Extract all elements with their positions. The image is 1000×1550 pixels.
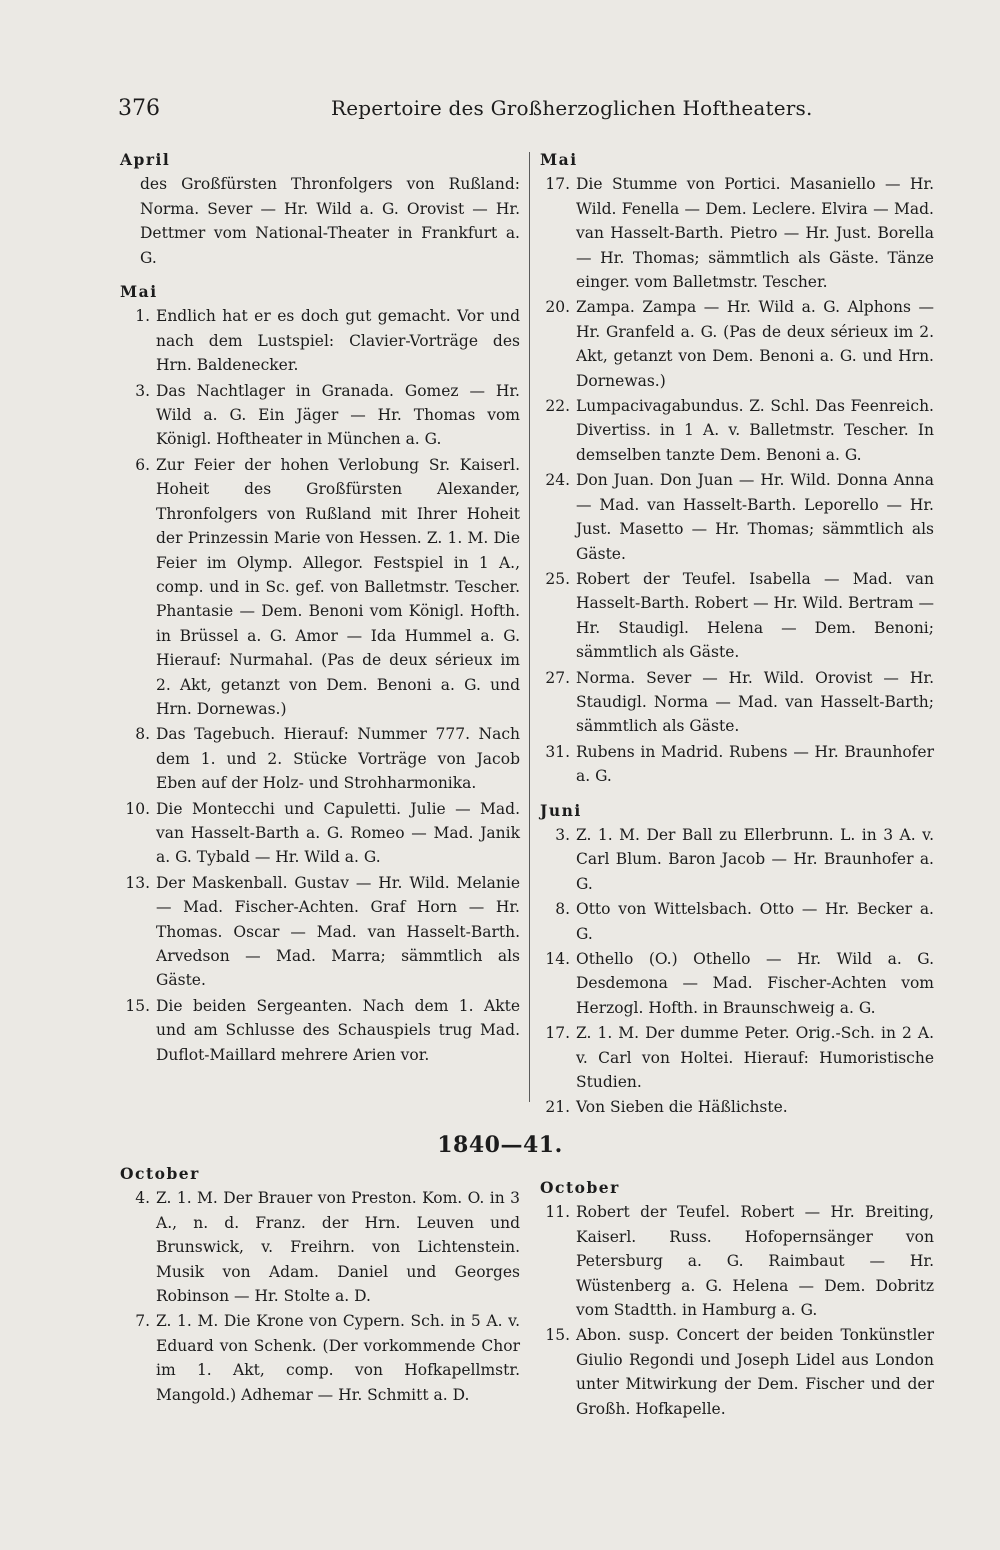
entry-text: Othello (O.) Othello — Hr. Wild a. G. Desdemona — Mad. Fischer-Achten vom Herzogl. Hofth. in Braunschweig a. G. <box>576 950 934 1017</box>
entry-day: 14. <box>545 950 570 968</box>
repertoire-entry <box>540 740 934 789</box>
entry-continuation: des Großfürsten Thronfolgers von Rußland: Norma. Sever — Hr. Wild a. G. Orovist — Hr. Dettmer vom National-Theater in Frankfurt a. G. <box>140 175 520 267</box>
entry-text: Das Nachtlager in Granada. Gomez — Hr. Wild a. G. Ein Jäger — Hr. Thomas vom Königl. Hoftheater in München a. G. <box>156 381 520 449</box>
page-header <box>118 96 928 126</box>
month-heading: October <box>540 1178 620 1197</box>
repertoire-entry <box>540 1200 934 1322</box>
entry-day: 22. <box>545 397 570 416</box>
repertoire-entry <box>540 823 934 896</box>
entry-text: Zampa. Zampa — Hr. Wild a. G. Alphons — Hr. Granfeld a. G. (Pas de deux sérieux im 2. Akt, getanzt von Dem. Benoni a. G. und Hrn. Dornewas.) <box>576 298 934 390</box>
entry-text: Rubens in Madrid. Rubens — Hr. Braunhofer a. G. <box>576 742 934 786</box>
column-divider <box>529 152 530 1102</box>
entry-day: 8. <box>555 900 570 919</box>
entry-day: 3. <box>135 381 150 400</box>
entry-day: 1. <box>135 307 150 326</box>
right-column-1840 <box>540 1176 934 1422</box>
entry-text: Z. 1. M. Der dumme Peter. Orig.-Sch. in 2 A. v. Carl von Holtei. Hierauf: Humoristische Studien. <box>576 1024 934 1092</box>
repertoire-entry <box>120 453 520 721</box>
entry-day: 17. <box>545 1024 570 1043</box>
repertoire-entry <box>120 1186 520 1308</box>
repertoire-entry <box>540 468 934 566</box>
repertoire-entry <box>540 394 934 467</box>
left-column-1840 <box>120 1162 520 1408</box>
entry-text: Z. 1. M. Die Krone von Cypern. Sch. in 5 A. v. Eduard von Schenk. (Der vorkommende Chor im 1. Akt, comp. von Hofkapellmstr. Mangold.) Adhemar — Hr. Schmitt a. D. <box>156 1312 520 1404</box>
entry-text: Endlich hat er es doch gut gemacht. Vor und nach dem Lustspiel: Clavier-Vorträge des Hrn. Baldenecker. <box>156 307 520 375</box>
entry-day: 17. <box>545 175 570 194</box>
repertoire-entry <box>540 666 934 739</box>
entry-day: 11. <box>545 1203 570 1222</box>
entry-day: 4. <box>135 1189 150 1208</box>
entry-text: Norma. Sever — Hr. Wild. Orovist — Hr. Staudigl. Norma — Mad. van Hasselt-Barth; sämmtlich als Gäste. <box>576 668 934 736</box>
entry-text: Das Tagebuch. Hierauf: Nummer 777. Nach dem 1. und 2. Stücke Vorträge von Jacob Eben auf der Holz- und Strohharmonika. <box>156 725 520 793</box>
repertoire-entry <box>540 1323 934 1421</box>
entry-text: Don Juan. Don Juan — Hr. Wild. Donna Anna — Mad. van Hasselt-Barth. Leporello — Hr. Just. Masetto — Hr. Thomas; sämmtlich als Gäste. <box>576 471 934 563</box>
repertoire-entry <box>120 304 520 377</box>
entry-day: 27. <box>545 668 570 687</box>
repertoire-entry <box>120 1309 520 1407</box>
entry-day: 13. <box>125 873 150 892</box>
season-title: 1840—41. <box>437 1132 563 1158</box>
entry-day: 20. <box>545 298 570 317</box>
entry-text: Zur Feier der hohen Verlobung Sr. Kaiserl. Hoheit des Großfürsten Alexander, Thronfolgers von Rußland mit Ihrer Hoheit der Prinzessin Marie von Hessen. Z. 1. M. Die Feier im Olymp. Allegor. Festspiel in 1 A., comp. und in Sc. gef. von Balletmstr. Tescher. Phantasie — Dem. Benoni vom Königl. Hofth. in Brüssel a. G. Amor — Ida Hummel a. G. Hierauf: Nurmahal. (Pas de deux sérieux im 2. Akt, getanzt von Dem. Benoni a. G. und Hrn. Dornewas.) <box>156 455 520 718</box>
entry-text: Z. 1. M. Der Ball zu Ellerbrunn. L. in 3 A. v. Carl Blum. Baron Jacob — Hr. Braunhofer a. G. <box>576 825 934 893</box>
entry-text: Der Maskenball. Gustav — Hr. Wild. Melanie — Mad. Fischer-Achten. Graf Horn — Hr. Thomas. Oscar — Mad. van Hasselt-Barth. Arvedson — Mad. Marra; sämmtlich als Gäste. <box>156 873 520 990</box>
month-heading: October <box>120 1164 200 1183</box>
month-heading: Mai <box>540 150 578 169</box>
entry-day: 31. <box>545 742 570 761</box>
entry-text: Abon. susp. Concert der beiden Tonkünstler Giulio Regondi und Joseph Lidel aus London unter Mitwirkung der Dem. Fischer und der Großh. Hofkapelle. <box>576 1326 934 1418</box>
entry-day: 10. <box>125 799 150 818</box>
repertoire-entry <box>540 295 934 393</box>
entry-day: 25. <box>545 569 570 588</box>
entry-text: Die beiden Sergeanten. Nach dem 1. Akte und am Schlusse des Schauspiels trug Mad. Duflot-Maillard mehrere Arien vor. <box>156 996 520 1064</box>
month-heading: April <box>120 150 171 169</box>
right-column-1839 <box>540 148 934 1121</box>
entry-text: Lumpacivagabundus. Z. Schl. Das Feenreich. Divertiss. in 1 A. v. Balletmstr. Tescher. In demselben tanzte Dem. Benoni a. G. <box>576 397 934 464</box>
repertoire-entry <box>540 1021 934 1094</box>
entry-text: Von Sieben die Häßlichste. <box>576 1098 788 1117</box>
entry-text: Otto von Wittelsbach. Otto — Hr. Becker a. G. <box>576 900 934 943</box>
entry-text: Z. 1. M. Der Brauer von Preston. Kom. O. in 3 A., n. d. Franz. der Hrn. Leuven und Brunswick, v. Freihrn. von Lichtenstein. Musik von Adam. Daniel und Georges Robinson — Hr. Stolte a. D. <box>156 1189 520 1306</box>
month-heading: Juni <box>540 800 582 820</box>
repertoire-entry <box>540 897 934 946</box>
entry-day: 7. <box>135 1312 150 1331</box>
entry-day: 21. <box>545 1098 570 1117</box>
entry-day: 24. <box>545 471 570 490</box>
repertoire-entry <box>540 567 934 665</box>
repertoire-entry <box>120 722 520 795</box>
repertoire-entry <box>120 379 520 452</box>
month-heading: Mai <box>120 282 158 302</box>
page-number: 376 <box>118 96 160 121</box>
entry-day: 6. <box>135 455 150 474</box>
repertoire-entry <box>120 871 520 993</box>
running-head: Repertoire des Großherzoglichen Hoftheaters. <box>331 96 813 120</box>
entry-day: 15. <box>125 996 150 1015</box>
repertoire-entry <box>120 797 520 870</box>
entry-text: Die Stumme von Portici. Masaniello — Hr. Wild. Fenella — Dem. Leclere. Elvira — Mad. van Hasselt-Barth. Pietro — Hr. Just. Borella — Hr. Thomas; sämmtlich als Gäste. Tänze einger. vom Balletmstr. Tescher. <box>576 175 934 292</box>
left-column-1839 <box>120 148 520 1068</box>
repertoire-entry <box>540 1095 934 1119</box>
entry-day: 3. <box>555 825 570 844</box>
repertoire-entry <box>540 172 934 294</box>
entry-text: Robert der Teufel. Robert — Hr. Breiting, Kaiserl. Russ. Hofopernsänger von Petersburg a. G. Raimbaut — Hr. Wüstenberg a. G. Helena — Dem. Dobritz vom Stadtth. in Hamburg a. G. <box>576 1203 934 1320</box>
entry-day: 8. <box>135 725 150 744</box>
entry-text: Robert der Teufel. Isabella — Mad. van Hasselt-Barth. Robert — Hr. Wild. Bertram — Hr. Staudigl. Helena — Dem. Benoni; sämmtlich als Gäste. <box>576 569 934 662</box>
repertoire-entry <box>540 947 934 1020</box>
entry-day: 15. <box>545 1326 570 1345</box>
entry-text: Die Montecchi und Capuletti. Julie — Mad. van Hasselt-Barth a. G. Romeo — Mad. Janik a. G. Tybald — Hr. Wild a. G. <box>156 799 520 867</box>
repertoire-entry <box>120 994 520 1067</box>
